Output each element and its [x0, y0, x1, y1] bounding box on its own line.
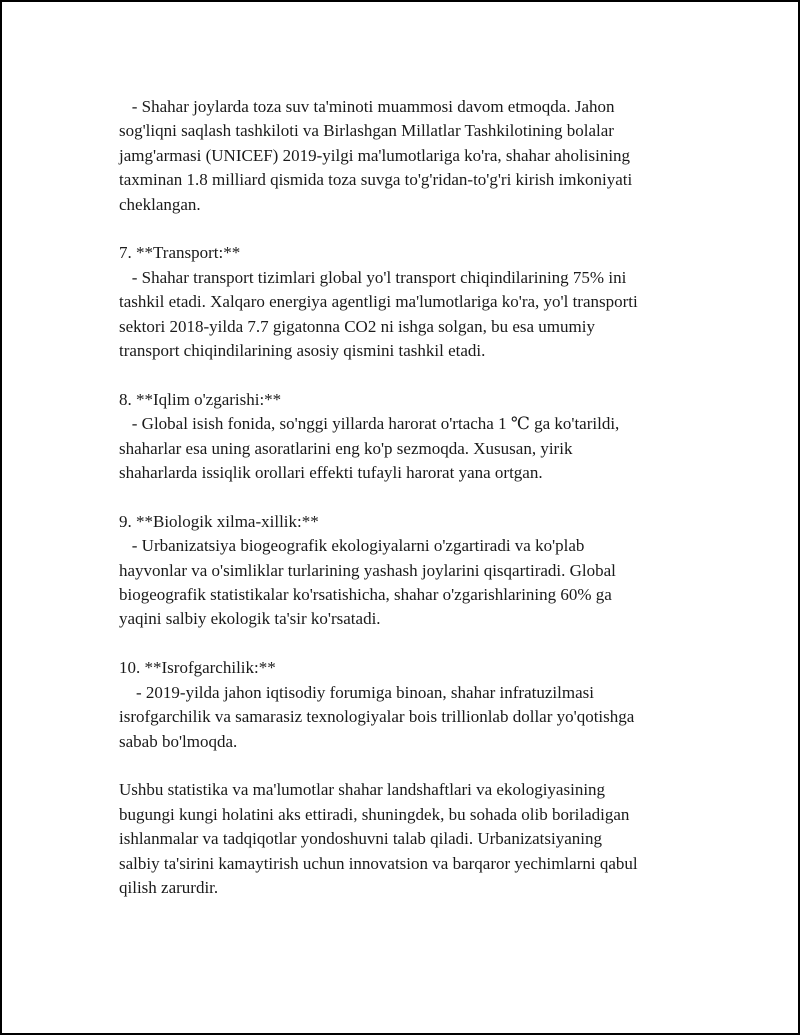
- paragraph-line: sabab bo'lmoqda.: [119, 731, 238, 751]
- section-heading: 9. **Biologik xilma-xillik:**: [119, 511, 319, 531]
- section-heading: 7. **Transport:**: [119, 243, 241, 263]
- paragraph-line: - 2019-yilda jahon iqtisodiy forumiga binoan, shahar infratuzilmasi: [119, 682, 594, 702]
- section-heading: 10. **Isrofgarchilik:**: [119, 658, 276, 678]
- paragraph-line: shaharlar esa uning asoratlarini eng ko'p sezmoqda. Xususan, yirik: [119, 438, 573, 458]
- paragraph-line: jamg'armasi (UNICEF) 2019-yilgi ma'lumotlariga ko'ra, shahar aholisining: [119, 145, 631, 165]
- document-body: [119, 95, 719, 925]
- section-conclusion: [119, 778, 719, 900]
- paragraph-line: biogeografik statistikalar ko'rsatishicha, shahar o'zgarishlarining 60% ga: [119, 585, 612, 605]
- paragraph-line: - Shahar transport tizimlari global yo'l transport chiqindilarining 75% ini: [119, 267, 627, 287]
- paragraph-line: salbiy ta'sirini kamaytirish uchun innovatsion va barqaror yechimlarni qabul: [119, 853, 638, 873]
- section-heading: 8. **Iqlim o'zgarishi:**: [119, 389, 282, 409]
- paragraph-line: qilish zarurdir.: [119, 877, 219, 897]
- section-transport: [119, 241, 719, 363]
- paragraph-line: shaharlarda issiqlik orollari effekti tufayli harorat yana ortgan.: [119, 463, 543, 483]
- paragraph-line: cheklangan.: [119, 194, 201, 214]
- paragraph-line: sog'liqni saqlash tashkiloti va Birlashgan Millatlar Tashkilotining bolalar: [119, 121, 614, 141]
- paragraph-line: transport chiqindilarining asosiy qismini tashkil etadi.: [119, 341, 486, 361]
- paragraph-line: bugungi kungi holatini aks ettiradi, shuningdek, bu sohada olib boriladigan: [119, 804, 630, 824]
- paragraph-line: Ushbu statistika va ma'lumotlar shahar landshaftlari va ekologiyasining: [119, 780, 606, 800]
- paragraph-line: yaqini salbiy ekologik ta'sir ko'rsatadi.: [119, 609, 381, 629]
- section-wastefulness: [119, 656, 719, 754]
- paragraph-line: taxminan 1.8 milliard qismida toza suvga to'g'ridan-to'g'ri kirish imkoniyati: [119, 170, 633, 190]
- paragraph-line: - Shahar joylarda toza suv ta'minoti muammosi davom etmoqda. Jahon: [119, 97, 615, 116]
- paragraph-line: hayvonlar va o'simliklar turlarining yashash joylarini qisqartiradi. Global: [119, 560, 616, 580]
- paragraph-line: - Urbanizatsiya biogeografik ekologiyalarni o'zgartiradi va ko'plab: [119, 536, 585, 556]
- section-climate-change: [119, 388, 719, 486]
- section-biodiversity: [119, 510, 719, 632]
- paragraph-line: ishlanmalar va tadqiqotlar yondoshuvni talab qiladi. Urbanizatsiyaning: [119, 829, 602, 849]
- paragraph-line: tashkil etadi. Xalqaro energiya agentligi ma'lumotlariga ko'ra, yo'l transporti: [119, 292, 638, 312]
- section-water-supply: [119, 95, 719, 217]
- paragraph-line: isrofgarchilik va samarasiz texnologiyalar bois trillionlab dollar yo'qotishga: [119, 707, 635, 727]
- paragraph-line: sektori 2018-yilda 7.7 gigatonna CO2 ni ishga solgan, bu esa umumiy: [119, 316, 595, 336]
- paragraph-line: - Global isish fonida, so'nggi yillarda harorat o'rtacha 1 ℃ ga ko'tarildi,: [119, 414, 620, 434]
